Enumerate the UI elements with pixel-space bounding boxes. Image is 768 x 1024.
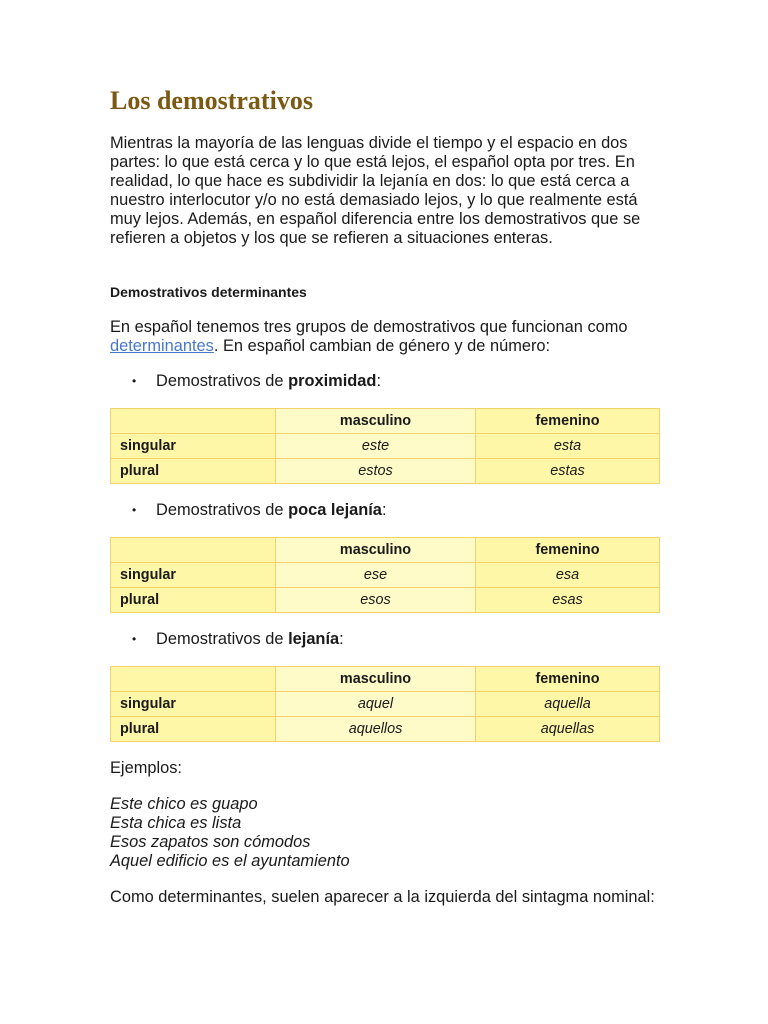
table-poca-lejania [110,537,660,613]
cell-femenino: aquellas [476,717,660,742]
cell-femenino: esta [476,434,660,459]
table-header-row [111,667,660,692]
bullet-dot: • [132,503,137,517]
cell-femenino: estas [476,459,660,484]
table-header-row [111,409,660,434]
header-cell-femenino: femenino [476,667,660,692]
table-header-row [111,538,660,563]
bullet-bold: lejanía [288,630,340,648]
bullet-bold: poca lejanía [288,501,382,519]
header-cell-masculino: masculino [276,667,476,692]
header-cell-femenino: femenino [476,409,660,434]
table-row [111,434,660,459]
cell-femenino: esa [476,563,660,588]
examples-list [110,795,350,871]
row-label: plural [111,459,276,484]
bullet-prefix: Demostrativos de [156,372,289,390]
closing-paragraph: Como determinantes, suelen aparecer a la izquierda del sintagma nominal: [110,888,655,906]
row-label: singular [111,434,276,459]
cell-masculino: estos [276,459,476,484]
header-cell-empty [111,667,276,692]
intro-paragraph: Mientras la mayoría de las lenguas divide el tiempo y el espacio en dos partes: lo que está cerca y lo que está lejos, el español opta por tres. En realidad, lo que hace es subdividir la lejanía en dos: lo que está cerca a nuestro interlocutor y/o no está demasiado lejos, y lo que realmente está muy lejos. Además, en español diferencia entre los demostrativos que se refieren a objetos y los que se refieren a situaciones enteras. [110,134,641,247]
bullet-bold: proximidad [288,372,377,390]
bullet-prefix: Demostrativos de [156,630,289,648]
row-label: plural [111,588,276,613]
bullet-suffix: : [339,630,344,648]
para2-text-before: En español tenemos tres grupos de demostrativos que funcionan como [110,318,628,336]
row-label: singular [111,692,276,717]
header-cell-empty [111,409,276,434]
bullet-dot: • [132,374,137,388]
table-row [111,692,660,717]
row-label: plural [111,717,276,742]
cell-masculino: esos [276,588,476,613]
table-row [111,717,660,742]
bullet-prefix: Demostrativos de [156,501,289,519]
example-sentence: Esta chica es lista [110,814,242,832]
cell-femenino: esas [476,588,660,613]
page-title: Los demostrativos [110,86,313,115]
header-cell-femenino: femenino [476,538,660,563]
table-proximidad [110,408,660,484]
determinantes-paragraph [110,318,658,356]
examples-label: Ejemplos: [110,759,182,777]
bullet-suffix: : [376,372,381,390]
para2-text-after: . En español cambian de género y de número: [213,337,551,355]
section-heading: Demostrativos determinantes [110,284,307,300]
bullet-dot: • [132,632,137,646]
table-row [111,459,660,484]
bullet-suffix: : [381,501,387,519]
cell-masculino: este [276,434,476,459]
cell-masculino: aquellos [276,717,476,742]
header-cell-empty [111,538,276,563]
table-row [111,588,660,613]
determinantes-link[interactable]: determinantes [110,337,214,355]
header-cell-masculino: masculino [276,409,476,434]
example-sentence: Esos zapatos son cómodos [110,833,311,851]
header-cell-masculino: masculino [276,538,476,563]
cell-masculino: aquel [276,692,476,717]
row-label: singular [111,563,276,588]
table-row [111,563,660,588]
example-sentence: Este chico es guapo [110,795,258,813]
table-lejania [110,666,660,742]
example-sentence: Aquel edificio es el ayuntamiento [110,852,350,870]
cell-masculino: ese [276,563,476,588]
cell-femenino: aquella [476,692,660,717]
